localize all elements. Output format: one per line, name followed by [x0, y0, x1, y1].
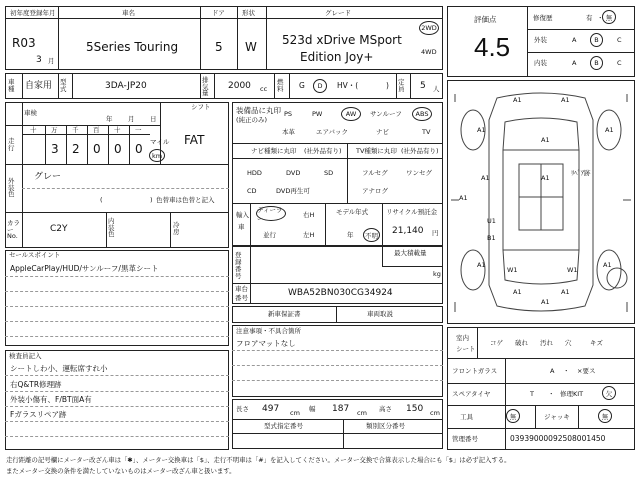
length-value: 497	[262, 404, 280, 414]
cabin-item: キズ	[590, 339, 603, 347]
model-year-unknown-circle	[363, 228, 380, 242]
tv-analog: アナログ	[362, 187, 388, 195]
inspection-month: 月	[128, 115, 135, 123]
spare-none: 欠	[605, 389, 613, 398]
navi-cd: CD	[247, 187, 257, 195]
import-right: 右H	[303, 211, 315, 219]
odo-mile: マイル	[150, 138, 170, 146]
grade-line1: 523d xDrive MSport	[282, 33, 402, 47]
height-unit: cm	[430, 409, 440, 417]
tools-label: 工具	[460, 413, 473, 421]
score-label: 評価点	[474, 15, 497, 24]
equipment-sub: (純正のみ)	[236, 116, 268, 124]
inspection-day: 日	[150, 115, 157, 123]
tools-value: 無	[509, 412, 517, 421]
front-glass-value: A	[550, 367, 555, 375]
equipment-item: TV	[422, 128, 431, 136]
fuel-hv: HV・(	[337, 81, 359, 90]
capacity-label: 定員	[398, 78, 405, 93]
door-label: ドア	[212, 9, 225, 17]
vin-label2: 番号	[235, 294, 248, 302]
equipment-item-circle	[341, 107, 361, 121]
model-label: 車名	[122, 9, 135, 17]
height-label: 高さ	[379, 405, 392, 413]
width-value: 187	[332, 404, 350, 414]
footer-line-2: またメーター交換の条件を満たしていないものはメーター改ざん車と扱います。	[6, 467, 236, 475]
model-year-label: モデル年式	[336, 208, 369, 216]
width-unit: cm	[357, 409, 367, 417]
body-shape: W	[245, 40, 257, 54]
inspector-line-3: 外装小傷有、F/BT面A有	[10, 395, 92, 404]
color-paren-open: (	[100, 196, 103, 204]
odo-km: km	[151, 151, 163, 160]
navi-label: ナビ種類に丸印	[251, 147, 297, 155]
footer-line-1: 走行距離の記号欄にメーター改ざん車は「✱」、メーター交換車は「$」、走行不明車は「#」を記入してください。メーター交換で合算表示した場合にも「$」は必ず記入する。	[6, 456, 511, 464]
tv-oneseg: ワンセグ	[406, 169, 432, 177]
type-value: 3DA-JP20	[105, 81, 147, 91]
odo-unit-label: 一	[135, 126, 142, 134]
reg-month-unit: 月	[48, 57, 55, 65]
damage-mark: B1	[487, 234, 496, 242]
displacement-unit: cc	[260, 85, 268, 93]
exterior-label: 外装	[534, 36, 547, 44]
damage-mark: A1	[603, 261, 612, 269]
damage-mark: A1	[541, 174, 550, 182]
equipment-item: ABS	[415, 110, 429, 118]
tools-value-circle	[506, 409, 520, 423]
recycle-value: 21,140	[392, 226, 424, 236]
damage-mark: A1	[561, 96, 570, 104]
sales-point-label: セールスポイント	[9, 251, 61, 259]
damage-mark: ﾘﾍﾟｱ跡	[571, 169, 591, 177]
reg-month: 3	[36, 55, 42, 65]
color-note: 色替車は色替と記入	[156, 196, 215, 204]
odo-digit: 0	[114, 142, 122, 156]
drive-4wd: 4WD	[421, 48, 437, 56]
repair-label: 修復歴	[533, 14, 553, 22]
odo-divider	[129, 125, 130, 164]
damage-mark: A1	[477, 261, 486, 269]
drive-2wd: 2WD	[421, 24, 437, 32]
warranty-manual: 車両取説	[367, 310, 393, 318]
spec-row	[5, 73, 443, 99]
equipment-item-circle	[412, 107, 432, 121]
jack-value: 無	[601, 412, 609, 421]
import-label1: 輸入	[236, 211, 249, 219]
damage-mark: A1	[513, 288, 522, 296]
equipment-item: AW	[345, 110, 357, 118]
aircon-label: 冷房	[173, 221, 180, 236]
equipment-item: エアバック	[316, 128, 348, 136]
odo-digit: 0	[93, 142, 101, 156]
odo-label: 走行	[8, 137, 15, 152]
jack-label: ジャッキ	[544, 413, 570, 421]
cabin-item: 穴	[565, 339, 572, 347]
width-label: 幅	[309, 405, 316, 413]
inspection-label: 車検	[24, 109, 37, 117]
odo-divider	[108, 125, 109, 164]
damage-mark: A1	[561, 288, 570, 296]
inspector-label: 検査員記入	[9, 352, 42, 360]
damage-mark: W1	[507, 266, 518, 274]
interior-a: A	[572, 59, 577, 67]
drive-2wd-circle	[419, 21, 439, 35]
shift-label: シフト	[191, 103, 211, 111]
repair-yes: 有	[586, 14, 593, 22]
odo-unit-label: 千	[72, 126, 79, 134]
notes-box	[232, 325, 443, 397]
inspection-year: 年	[106, 115, 113, 123]
import-dealer-circle	[256, 206, 286, 221]
reg-no-label1: 登録	[235, 251, 242, 266]
navi-sd: SD	[324, 169, 334, 177]
color-label: 外装色	[8, 177, 15, 198]
capacity-value: 5	[420, 81, 426, 91]
front-glass-sep: ・	[563, 367, 570, 375]
max-load-label: 最大積載量	[394, 249, 427, 257]
exterior-a: A	[572, 36, 577, 44]
damage-mark: A1	[541, 298, 550, 306]
interior-c: C	[617, 59, 622, 67]
repair-no: 無	[605, 13, 613, 22]
odo-divider	[87, 125, 88, 164]
vin-label1: 車台	[235, 285, 248, 293]
interior-label: 内装	[534, 59, 547, 67]
import-parallel: 並行	[263, 231, 276, 239]
mgmt-value: 0393900009250800145​0	[510, 434, 606, 443]
class-value: 自家用	[25, 81, 53, 91]
cabin-item: コゲ	[490, 339, 503, 347]
tv-label: TV種類に丸印	[356, 147, 397, 155]
warranty-box	[232, 306, 443, 323]
spare-label: スペアタイヤ	[452, 390, 491, 398]
color-no: C2Y	[50, 224, 68, 234]
cabin-label2: シート	[456, 345, 476, 353]
type-label: 型式	[60, 78, 67, 93]
odo-unit-label: 百	[93, 126, 100, 134]
front-glass-label: フロントガラス	[452, 367, 498, 375]
inspector-line-4: Fガラスリペア跡	[10, 410, 67, 419]
odo-digit: 0	[135, 142, 143, 156]
odo-divider	[45, 125, 46, 164]
equipment-item: 本革	[282, 128, 295, 136]
front-glass-replaced: ×要ス	[577, 367, 596, 375]
reg-no-label2: 番号	[235, 265, 242, 280]
vin-value: WBA52BN030CG34924	[288, 288, 393, 298]
navi-dvd-play: DVD再生可	[276, 187, 310, 195]
damage-mark: W1	[567, 266, 578, 274]
displacement-label: 排気量	[202, 76, 209, 97]
tv-sub: (社外品有り)	[401, 147, 439, 155]
cabin-item: 汚れ	[540, 339, 553, 347]
damage-mark: U1	[487, 217, 496, 225]
spare-t: T	[530, 390, 534, 398]
odo-unit-label: 十	[30, 126, 37, 134]
odo-unit-label: 十	[114, 126, 121, 134]
equipment-item: サンルーフ	[370, 110, 402, 118]
score-value: 4.5	[474, 32, 511, 62]
interior-b: B	[594, 59, 599, 67]
model-year-unknown: 不明	[365, 231, 378, 240]
exterior-b-circle	[590, 33, 603, 47]
equipment-label: 装備品に丸印	[236, 106, 281, 115]
repair-sep: ・	[597, 14, 604, 22]
class-label: 車種	[8, 78, 15, 93]
cabin-item: 破れ	[515, 339, 528, 347]
exterior-c: C	[617, 36, 622, 44]
door-count: 5	[215, 40, 223, 54]
mgmt-label: 管理番号	[452, 435, 478, 443]
max-load-unit: kg	[433, 270, 441, 278]
damage-mark: A1	[477, 126, 486, 134]
damage-mark: A1	[513, 96, 522, 104]
damage-mark: A1	[605, 126, 614, 134]
sales-point-text: AppleCarPlay/HUD/サンルーフ/黒革シート	[10, 264, 159, 273]
length-label: 長さ	[236, 405, 249, 413]
damage-mark: A1	[541, 136, 550, 144]
notes-label: 注意事項・不具合箇所	[236, 327, 301, 335]
odo-digit: 3	[51, 142, 59, 156]
odo-km-circle	[149, 149, 165, 162]
color-no-label: カラーNo.	[7, 219, 20, 240]
cabin-label1: 室内	[456, 334, 469, 342]
tv-fullseg: フルセグ	[362, 169, 388, 177]
import-dealer: ディーラー	[257, 205, 283, 223]
length-unit: cm	[290, 409, 300, 417]
interior-color-label: 内装色	[108, 217, 115, 238]
grade-label: グレード	[325, 9, 351, 17]
equipment-item: ナビ	[376, 128, 389, 136]
displacement-value: 2000	[228, 81, 251, 91]
damage-mark: A1	[459, 194, 468, 202]
equipment-item: PW	[312, 110, 323, 118]
color-paren-close: )	[150, 196, 153, 204]
fuel-d: D	[317, 82, 323, 90]
recycle-label: リサイクル預託金	[386, 208, 438, 216]
spare-sep: ・	[548, 390, 555, 398]
repair-no-circle	[602, 10, 616, 24]
fuel-close: )	[386, 81, 389, 90]
grade-line2: Edition Joy+	[300, 50, 374, 64]
exterior-b: B	[594, 36, 599, 44]
navi-sub: (社外品有り)	[304, 147, 342, 155]
interior-b-circle	[590, 56, 603, 70]
jack-value-circle	[598, 409, 612, 423]
recycle-unit: 円	[432, 229, 439, 237]
height-value: 150	[406, 404, 424, 414]
inspector-line-2: 右Q&TR修理跡	[10, 380, 62, 389]
odo-divider	[66, 125, 67, 164]
fuel-g: G	[299, 81, 305, 90]
class-designation-label: 類別区分番号	[366, 422, 405, 430]
reg-year-label: 初年度登録年月	[10, 9, 56, 17]
import-left: 左H	[303, 231, 315, 239]
odo-unit-label: 万	[51, 126, 58, 134]
shape-label: 形状	[242, 9, 255, 17]
navi-hdd: HDD	[247, 169, 262, 177]
warranty-new-car: 新車保証書	[268, 310, 301, 318]
reg-era: R03	[12, 36, 36, 50]
spare-none-circle	[602, 386, 616, 400]
car-diagram	[447, 80, 635, 324]
fuel-label: 燃料	[277, 78, 284, 93]
damage-mark: A1	[481, 174, 490, 182]
navi-dvd: DVD	[286, 169, 301, 177]
capacity-unit: 人	[433, 85, 440, 93]
model-year-unit: 年	[347, 231, 354, 239]
inspector-line-1: シートしわ小、運転席すれ小	[10, 364, 108, 373]
model-name: 5Series Touring	[86, 40, 179, 54]
spare-repair: 修理KIT	[560, 390, 584, 398]
color-value: グレー	[34, 172, 62, 182]
notes-text: フロアマットなし	[236, 339, 296, 348]
import-label2: 車	[238, 223, 245, 231]
shift-value: FAT	[184, 133, 205, 147]
equipment-item: PS	[284, 110, 293, 118]
type-designation-label: 型式指定番号	[264, 422, 303, 430]
odo-digit: 2	[72, 142, 80, 156]
fuel-d-circle	[313, 79, 327, 93]
